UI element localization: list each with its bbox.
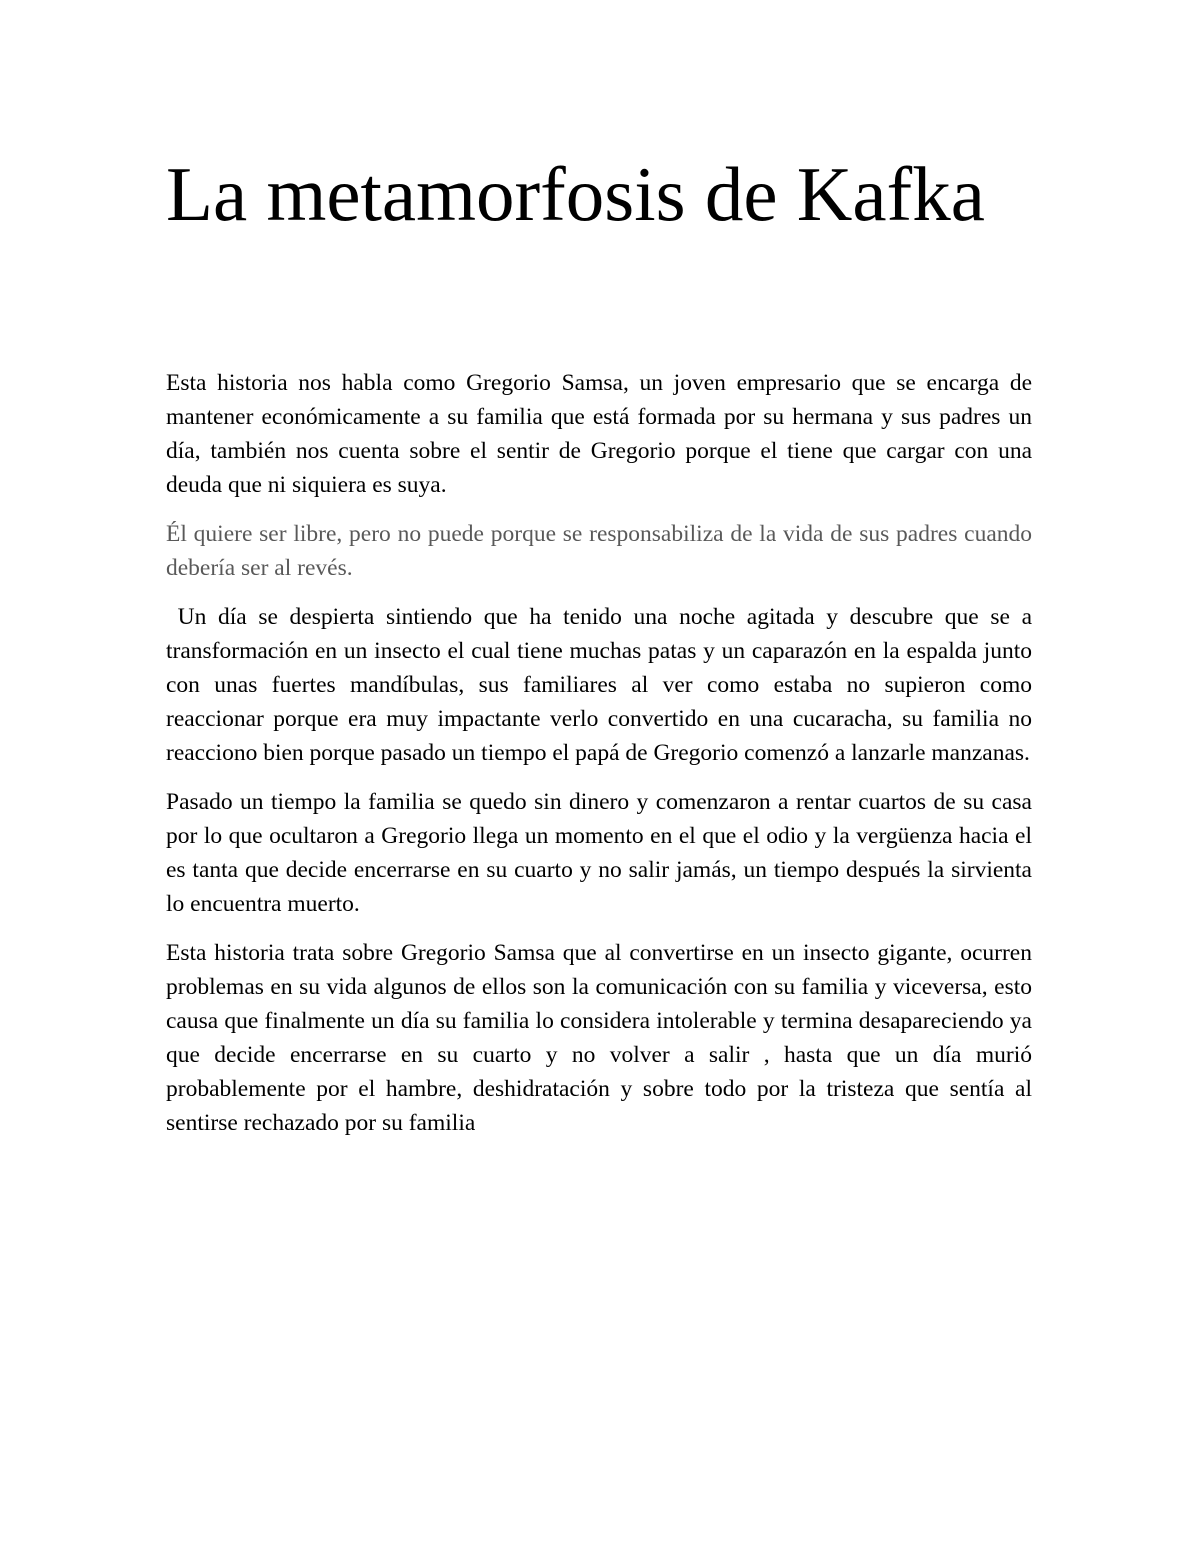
paragraph-4: Pasado un tiempo la familia se quedo sin dinero y comenzaron a rentar cuartos de su casa por lo que ocultaron a Gregorio llega un momento en el que el odio y la vergüenza hacia el es tanta que decide encerrarse en su cuarto y no salir jamás, un tiempo después la sirvienta lo encuentra muerto. xyxy=(166,789,1032,917)
paragraph-2: Él quiere ser libre, pero no puede porque se responsabiliza de la vida de sus padres cuando debería ser al revés. xyxy=(166,521,1032,581)
document-title: La metamorfosis de Kafka xyxy=(166,151,985,237)
paragraph-5: Esta historia trata sobre Gregorio Samsa que al convertirse en un insecto gigante, ocurren problemas en su vida algunos de ellos son la comunicación con su familia y viceversa, esto causa que finalmente un día su familia lo considera intolerable y termina desapareciendo ya que decide encerrarse en su cuarto y no volver a salir , hasta que un día murió probablemente por el hambre, deshidratación y sobre todo por la tristeza que sentía al sentirse rechazado por su familia xyxy=(166,940,1032,1136)
paragraph-3: Un día se despierta sintiendo que ha tenido una noche agitada y descubre que se a transformación en un insecto el cual tiene muchas patas y un caparazón en la espalda junto con unas fuertes mandíbulas, sus familiares al ver como estaba no supieron como reaccionar porque era muy impactante verlo convertido en una cucaracha, su familia no reacciono bien porque pasado un tiempo el papá de Gregorio comenzó a lanzarle manzanas. xyxy=(166,604,1038,766)
paragraph-1: Esta historia nos habla como Gregorio Samsa, un joven empresario que se encarga de mantener económicamente a su familia que está formada por su hermana y sus padres un día, también nos cuenta sobre el sentir de Gregorio porque el tiene que cargar con una deuda que ni siquiera es suya. xyxy=(166,370,1032,498)
document-body xyxy=(166,366,1038,1155)
